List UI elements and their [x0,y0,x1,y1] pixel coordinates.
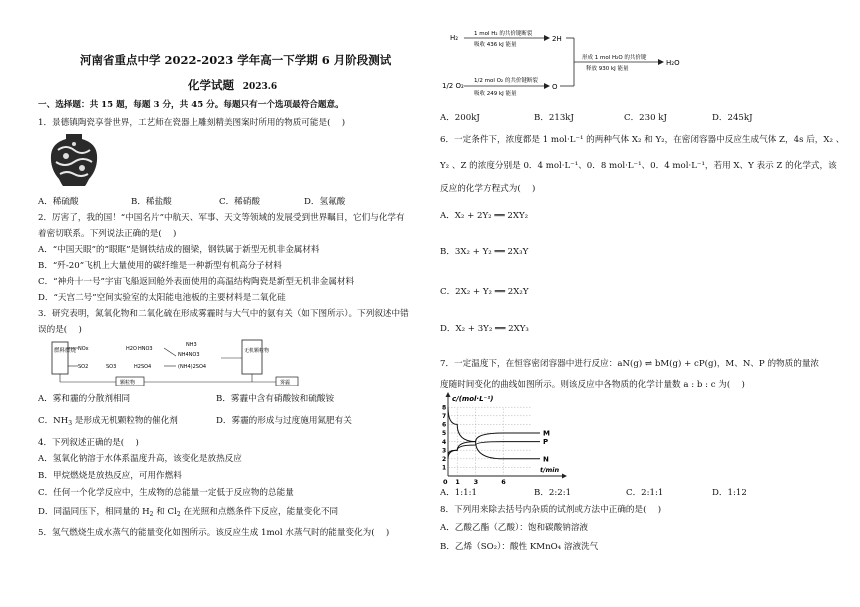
energy-diagram [440,26,700,102]
q2-stem-line2: 着密切联系。下列说法正确的是( ) [38,229,177,239]
vase-image [48,132,100,188]
q2-option-d: D．“天宫二号”空间实验室的太阳能电池板的主要材料是二氧化硅 [38,293,286,303]
so3-label: SO3 [106,364,117,370]
q1-option-d: D．氢氟酸 [304,197,346,207]
y-tick-label: 2 [442,456,447,463]
nh3-label: NH3 [186,342,197,348]
inorganic-particles-label: 无机颗粒物 [244,348,270,354]
q6-stem-line2: Y₂ 、Z 的浓度分别是 0．4 mol·L⁻¹、0．8 mol·L⁻¹、0．4 mol·L⁻¹，若用 X、Y 表示 Z 的化学式，该 [440,161,837,171]
exam-date: 2023.6 [242,82,278,92]
x-tick-label: 6 [501,478,506,484]
q8-stem: 8．下列用来除去括号内杂质的试剂或方法中正确的是( ) [440,505,662,515]
y-tick-label: 7 [442,413,447,420]
q2-stem-line1: 2．厉害了，我的国！“中国名片”中航天、军事、天文等领域的发展受到世界瞩目，它们与化学有 [38,213,405,223]
fuel-label: 燃料燃烧 [54,348,77,354]
q6-stem-line1: 6．一定条件下，浓度都是 1 mol·L⁻¹ 的两种气体 X₂ 和 Y₂，在密闭容器中反应生成气体 Z，4s 后，X₂ 、 [440,135,845,145]
exam-title: 河南省重点中学 2022-2023 学年高一下学期 6 月阶段测试 [80,53,392,67]
x-tick-label: 3 [473,478,479,484]
q3-stem-line1: 3．研究表明，氮氧化物和二氧化硫在形成雾霾时与大气中的氨有关（如下图所示）。下列叙述中错 [38,309,409,319]
q3-option-d: D．雾霾的形成与过度施用氮肥有关 [216,416,352,426]
q4-option-c: C．任何一个化学反应中，生成物的总能量一定低于反应物的总能量 [38,488,294,498]
haze-label: 雾霾 [280,380,291,386]
x-tick-label: 0 [443,478,448,484]
exam-subtitle-row [188,77,277,93]
nh42so4-label: (NH4)2SO4 [178,364,207,370]
q7-stem-line1: 7．一定温度下，在恒容密闭容器中进行反应：aN(g) ⇌ bM(g) + cP(g)，M、N、P 的物质的量浓 [440,359,820,369]
hno3-label: HNO3 [138,346,153,352]
q3-option-b: B．雾霾中含有硝酸铵和硫酸铵 [216,394,335,404]
q4-option-d-prefix: D．同温同压下，相同量的 [38,507,140,517]
q1-option-b: B．稀盐酸 [131,197,172,207]
q4-option-d-text: 在光照和点燃条件下反应，能量变化不同 [183,507,339,517]
q3-option-c-text: 是形成无机颗粒物的催化剂 [74,416,178,426]
concentration-chart [440,392,570,484]
y-tick-label: 1 [442,464,447,472]
release-930-label: 释放 930 kJ 能量 [586,66,629,72]
y-tick-label: 4 [442,438,447,446]
x-tick-label: 1 [455,478,460,484]
q3-option-c: C．$NH_3$ 是形成无机颗粒物的催化剂 [38,416,178,427]
q5-option-d: D．245kJ [712,113,753,123]
q7-option-d: D．1:12 [712,488,747,498]
q5-option-a: A．200kJ [440,113,480,123]
h2so4-label: H2SO4 [134,364,152,370]
h2o-label: H2O [126,346,137,352]
y-tick-label: 6 [442,421,447,429]
q7-option-c: C．2:1:1 [626,488,664,498]
q2-option-c: C．“神舟十一号”宇宙飞船返回舱外表面使用的高温结构陶瓷是新型无机非金属材料 [38,277,355,287]
q4-stem: 4．下列叙述正确的是( ) [38,438,139,448]
q8-option-a: A．乙酸乙酯（乙酸）：饱和碳酸钠溶液 [440,523,589,533]
y-tick-label: 3 [442,447,447,455]
series-label-N: N [543,455,549,464]
q7-stem-line2: 度随时间变化的曲线如图所示。则该反应中各物质的化学计量数 a : b : c 为( ) [440,380,745,390]
q5-option-b: B．213kJ [534,113,574,123]
x-axis-arrow [562,474,567,479]
series-label-M: M [543,429,550,438]
o-label: O [552,83,558,91]
q3-option-a: A．雾和霾的分散剂相同 [38,394,131,404]
q3-option-c-prefix: C． [38,416,54,426]
y-tick-label: 8 [442,404,447,412]
q4-option-b: B．甲烷燃烧是放热反应，可用作燃料 [38,471,182,481]
form-bond-label: 形成 1 mol H₂O 的共价键 [582,55,647,61]
q1-stem: 1．景德镇陶瓷享誉世界，工艺师在瓷器上雕刻精美图案时所用的物质可能是( ) [38,118,346,128]
absorb-249-label: 吸收 249 kJ 能量 [474,91,517,97]
q6-option-c: C．2X₂ + Y₂ ══ 2X₂Y [440,287,529,297]
x-axis-label: t/min [540,466,560,474]
q6-option-b: B．3X₂ + Y₂ ══ 2X₃Y [440,247,529,257]
nh4no3-label: NH4NO3 [178,352,200,358]
absorb-436-label: 吸收 436 kJ 能量 [474,42,517,48]
y-axis-arrow [446,392,451,397]
q4-option-d: D．同温同压下，相同量的 $H_2$ 和 $Cl_2$ 在光照和点燃条件下反应，能量变化不同 [38,507,339,518]
q1-option-c: C．稀硝酸 [219,197,260,207]
h2o-product-label: H₂O [666,59,680,67]
q7-option-b: B．2:2:1 [534,488,572,498]
q1-option-a: A．稀硫酸 [38,197,79,207]
y-tick-label: 5 [442,430,447,438]
particles-label: 颗粒物 [120,380,136,386]
q8-option-b: B．乙烯（SO₂）：酸性 KMnO₄ 溶液洗气 [440,542,599,552]
section-heading: 一、选择题：共 15 题，每题 3 分，共 45 分。每题只有一个选项最符合题意。 [38,100,344,110]
q5-stem: 5．氢气燃烧生成水蒸气的能量变化如图所示。该反应生成 1mol 水蒸气时的能量变化为( ) [38,528,390,538]
y-axis-label: c/(mol·L⁻¹) [452,395,494,403]
q4-option-d-and: 和 [156,507,165,517]
q3-stem-line2: 误的是( ) [38,325,82,335]
so2-label: SO2 [78,364,89,370]
q6-stem-line3: 反应的化学方程式为( ) [440,184,536,194]
q7-option-a: A．1:1:1 [440,488,477,498]
break-o2-label: 1/2 mol O₂ 的共价键断裂 [474,78,538,84]
q4-option-a: A．氢氧化钠溶于水体系温度升高，该变化是放热反应 [38,454,242,464]
break-h2-label: 1 mol H₂ 的共价键断裂 [474,31,533,37]
q6-option-d: D．X₂ + 3Y₂ ══ 2XY₃ [440,324,529,334]
h2-label: H₂ [450,34,459,42]
nox-label: NOx [78,346,89,352]
series-label-P: P [543,438,549,447]
q6-option-a: A．X₂ + 2Y₂ ══ 2XY₂ [440,211,529,221]
exam-subtitle: 化学试题 [188,78,234,92]
q2-option-a: A．“中国天眼”的“眼眶”是钢铁结成的圈梁，钢铁属于新型无机非金属材料 [38,245,320,255]
half-o2-label: 1/2 O₂ [442,82,464,90]
q2-option-b: B．“歼-20”飞机上大量使用的碳纤维是一种新型有机高分子材料 [38,261,282,271]
twoh-label: 2H [552,35,562,43]
q5-option-c: C．230 kJ [624,113,667,123]
haze-diagram [46,338,306,386]
